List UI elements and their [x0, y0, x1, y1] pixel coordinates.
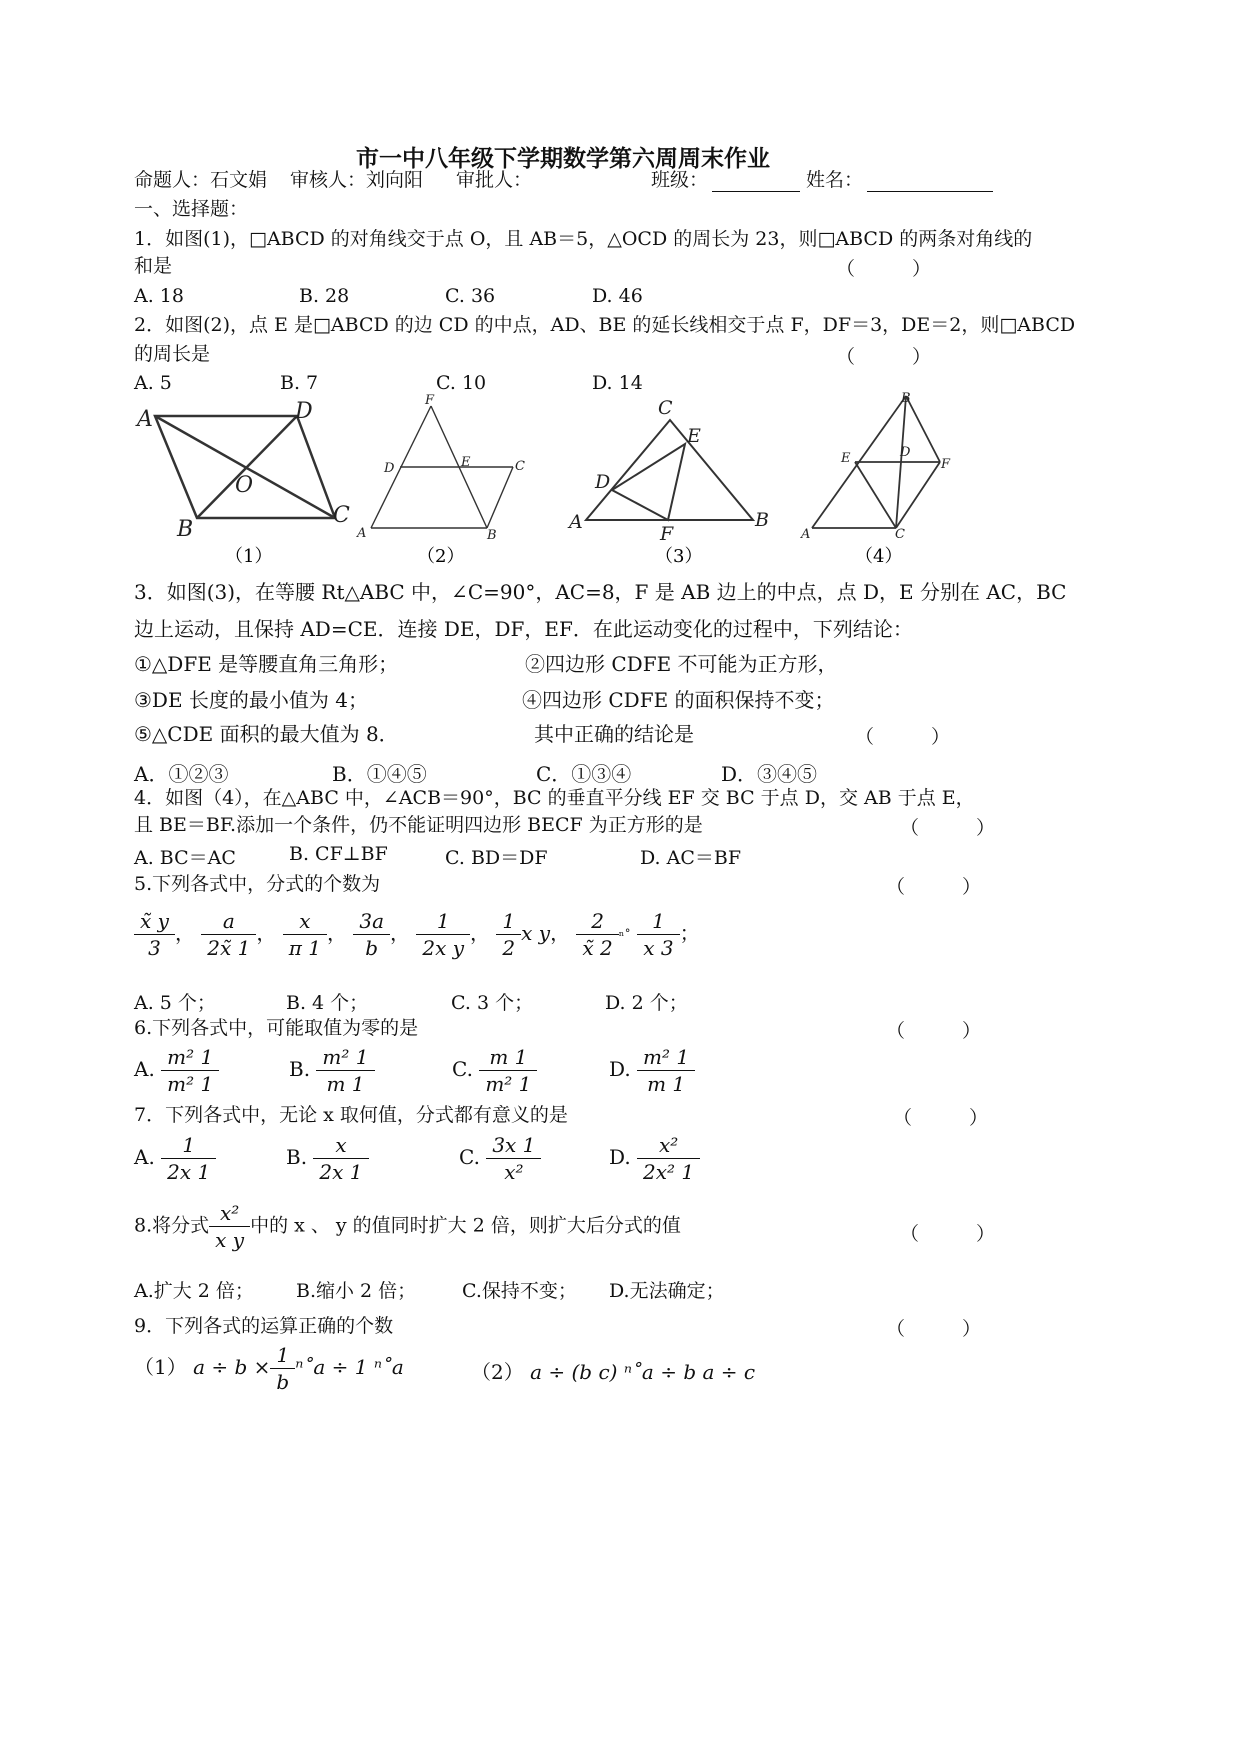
q3-answer-blank[interactable]: （ ） [855, 726, 951, 748]
figure-4 [812, 396, 940, 528]
q3-conclusion-1: ①△DFE 是等腰直角三角形； [134, 652, 399, 676]
q5-expr-1: $\frac{x̃ y}{3}$ [134, 908, 175, 961]
q6-answer-blank[interactable]: （ ） [886, 1020, 982, 1042]
class-label: 班级： [651, 169, 709, 191]
fig4-label-f: F [941, 457, 951, 472]
q4-answer-blank[interactable]: （ ） [900, 817, 996, 839]
q1-option-a[interactable]: A. 18 [134, 285, 184, 307]
fig4-caption: （4） [855, 546, 903, 567]
section-heading: 一、选择题： [134, 198, 249, 220]
q5-expr-5: $\frac{1}{\text{2x y}}$ [416, 908, 470, 961]
q4-text-line2: 且 BE＝BF.添加一个条件，仍不能证明四边形 BECF 为正方形的是 [134, 814, 703, 836]
q5-expr-7a: $\frac{2}{x̃ 2}$ [576, 908, 618, 961]
approver: 审批人： [456, 169, 533, 191]
fig4-label-b: B [901, 392, 911, 406]
fig4-label-e: E [841, 451, 851, 466]
q5-option-d[interactable]: D. 2 个； [605, 992, 688, 1014]
q8-option-a[interactable]: A.扩大 2 倍； [134, 1280, 254, 1302]
q5-expr-3: $\frac{x}{\pi 1}$ [283, 908, 327, 961]
q1-option-c[interactable]: C. 36 [445, 285, 496, 307]
fig2-label-d: D [384, 461, 395, 476]
q9-answer-blank[interactable]: （ ） [886, 1318, 982, 1340]
fig2-caption: （2） [417, 546, 465, 567]
q6-option-d[interactable]: D. $\frac{\text{m² 1}}{m 1}$ [609, 1044, 695, 1097]
figure-1 [155, 416, 335, 518]
author: 命题人：石文娟 [134, 169, 268, 191]
fig3-label-d: D [595, 471, 611, 493]
fig2-label-c: C [515, 459, 525, 474]
fig4-label-a: A [801, 527, 811, 542]
q5-option-c[interactable]: C. 3 个； [451, 992, 534, 1014]
q7-option-a[interactable]: A. $\frac{1}{2x 1}$ [134, 1132, 216, 1185]
fig4-label-c: C [895, 527, 905, 542]
q2-option-c[interactable]: C. 10 [436, 372, 487, 394]
fig2-label-f: F [425, 393, 435, 408]
q6-option-c[interactable]: C. $\frac{m 1}{\text{m² 1}}$ [452, 1044, 537, 1097]
q3-conclusion-3: ③DE 长度的最小值为 4； [134, 688, 369, 712]
q4-option-a[interactable]: A. BC＝AC [134, 847, 236, 869]
q3-option-c[interactable]: C．①③④ [536, 762, 632, 786]
q3-option-a[interactable]: A．①②③ [134, 762, 229, 786]
fig3-label-e: E [687, 425, 701, 447]
q1-option-b[interactable]: B. 28 [299, 285, 350, 307]
q3-text-line2: 边上运动，且保持 AD=CE．连接 DE，DF，EF．在此运动变化的过程中，下列结论： [134, 617, 913, 641]
fig1-label-a: A [137, 407, 153, 432]
q3-text-line1: 3．如图(3)，在等腰 Rt△ABC 中，∠C=90°，AC=8，F 是 AB 边上的中点，点 D，E 分别在 AC，BC [134, 580, 1067, 604]
fig3-label-f: F [660, 523, 674, 545]
q5-text: 5.下列各式中，分式的个数为 [134, 873, 381, 895]
name-field[interactable] [806, 168, 993, 192]
q5-option-a[interactable]: A. 5 个； [134, 992, 216, 1014]
fig3-label-c: C [658, 397, 673, 419]
q8-option-d[interactable]: D.无法确定； [609, 1280, 725, 1302]
q6-text: 6.下列各式中，可能取值为零的是 [134, 1017, 419, 1039]
reviewer: 审核人：刘向阳 [290, 169, 424, 191]
figure-3 [586, 420, 753, 520]
q3-conclusion-2: ②四边形 CDFE 不可能为正方形， [525, 652, 838, 676]
q8-option-c[interactable]: C.保持不变； [462, 1280, 577, 1302]
fig3-caption: （3） [655, 546, 703, 567]
figures-row [125, 392, 1125, 572]
q2-text-line2: 的周长是 [134, 343, 211, 365]
q8-text: 8.将分式 $\frac{\text{x²}}{\text{x y}}$ 中的 x 、 y 的值同时扩大 2 倍，则扩大后分式的值 [134, 1201, 681, 1252]
q2-answer-blank[interactable]: （ ） [836, 346, 932, 368]
q9-text: 9．下列各式的运算正确的个数 [134, 1315, 394, 1337]
q4-text-line1: 4．如图（4），在△ABC 中，∠ACB＝90°，BC 的垂直平分线 EF 交 BC 于点 D，交 AB 于点 E， [134, 787, 975, 809]
class-blank [712, 173, 800, 192]
q2-option-d[interactable]: D. 14 [592, 372, 643, 394]
q7-text: 7．下列各式中，无论 x 取何值，分式都有意义的是 [134, 1104, 568, 1126]
q3-conclusion-prompt: 其中正确的结论是 [534, 722, 694, 746]
q7-option-b[interactable]: B. $\frac{x}{2x 1}$ [286, 1132, 369, 1185]
fig4-label-d: D [900, 445, 911, 460]
fig2-label-e: E [461, 455, 471, 470]
q5-expr-6-tail: x y [521, 921, 551, 945]
fig1-label-c: C [333, 503, 350, 528]
q9-item-2: （2） a ÷ (b c) ⁿ˚a ÷ b a ÷ c [471, 1360, 756, 1384]
q8-option-b[interactable]: B.缩小 2 倍； [296, 1280, 417, 1302]
q3-option-d[interactable]: D．③④⑤ [721, 762, 818, 786]
q2-option-b[interactable]: B. 7 [280, 372, 319, 394]
q1-text-line1: 1．如图(1)，□ABCD 的对角线交于点 O，且 AB＝5，△OCD 的周长为 23，则□ABCD 的两条对角线的 [134, 228, 1033, 250]
q4-option-b[interactable]: B. CF⊥BF [289, 843, 388, 865]
q5-expr-6-frac: $\frac{1}{2}$ [496, 908, 521, 961]
q1-option-d[interactable]: D. 46 [592, 285, 643, 307]
q8-answer-blank[interactable]: （ ） [900, 1223, 996, 1245]
fig2-label-a: A [357, 526, 367, 541]
q3-conclusion-4: ④四边形 CDFE 的面积保持不变； [522, 688, 835, 712]
q5-option-b[interactable]: B. 4 个； [286, 992, 369, 1014]
fig2-label-b: B [487, 528, 497, 543]
q4-option-d[interactable]: D. AC＝BF [640, 847, 742, 869]
q1-answer-blank[interactable]: （ ） [836, 258, 932, 280]
q1-text-line2: 和是 [134, 255, 173, 277]
fig3-label-a: A [569, 511, 583, 533]
name-blank [867, 173, 993, 192]
q3-option-b[interactable]: B．①④⑤ [332, 762, 427, 786]
name-label: 姓名： [806, 169, 864, 191]
q5-answer-blank[interactable]: （ ） [886, 876, 982, 898]
q8-expr: $\frac{\text{x²}}{\text{x y}}$ [209, 1200, 250, 1253]
q9-item-1: （1） a ÷ b × $\frac{1}{b}$ ⁿ˚a ÷ 1 ⁿ˚a [134, 1343, 404, 1394]
q5-expr-7b: $\frac{1}{x 3}$ [637, 908, 679, 961]
fig1-label-b: B [177, 517, 194, 542]
q6-option-b[interactable]: B. $\frac{\text{m² 1}}{m 1}$ [289, 1044, 375, 1097]
q3-conclusion-5: ⑤△CDE 面积的最大值为 8． [134, 722, 399, 746]
q6-option-a[interactable]: A. $\frac{\text{m² 1}}{\text{m² 1}}$ [134, 1044, 219, 1097]
q5-expr-2: $\frac{a}{2x̃ 1}$ [201, 908, 256, 961]
q7-option-d[interactable]: D. $\frac{\text{x²}}{\text{2x² 1}}$ [609, 1132, 700, 1185]
fig1-label-o: O [235, 473, 254, 498]
q2-text-line1: 2．如图(2)，点 E 是□ABCD 的边 CD 的中点，AD、BE 的延长线相交于点 F，DF＝3，DE＝2，则□ABCD [134, 314, 1076, 336]
class-field[interactable] [651, 168, 800, 192]
page-title: 市一中八年级下学期数学第六周周末作业 [356, 146, 770, 172]
q7-answer-blank[interactable]: （ ） [893, 1107, 989, 1129]
q7-option-c[interactable]: C. $\frac{3x 1}{\text{x²}}$ [459, 1132, 541, 1185]
q5-expressions: $\frac{x̃ y}{3}$ ， $\frac{a}{2x̃ 1}$ ， $\frac{x}{\pi 1}$ ， $\frac{3a}{b}$ ， $\frac{1}{\text{2x y}}$ ， $\frac{1}{2}$ x y， $\frac{2}{x̃ 2}$ ⁿ˚ $\frac{1}{x 3}$ ； [134, 908, 700, 961]
fig1-label-d: D [295, 399, 313, 424]
q4-option-c[interactable]: C. BD＝DF [445, 847, 548, 869]
q2-option-a[interactable]: A. 5 [134, 372, 172, 394]
fig3-label-b: B [755, 509, 769, 531]
q5-expr-4: $\frac{3a}{b}$ [353, 908, 390, 961]
fig1-caption: （1） [225, 546, 273, 567]
